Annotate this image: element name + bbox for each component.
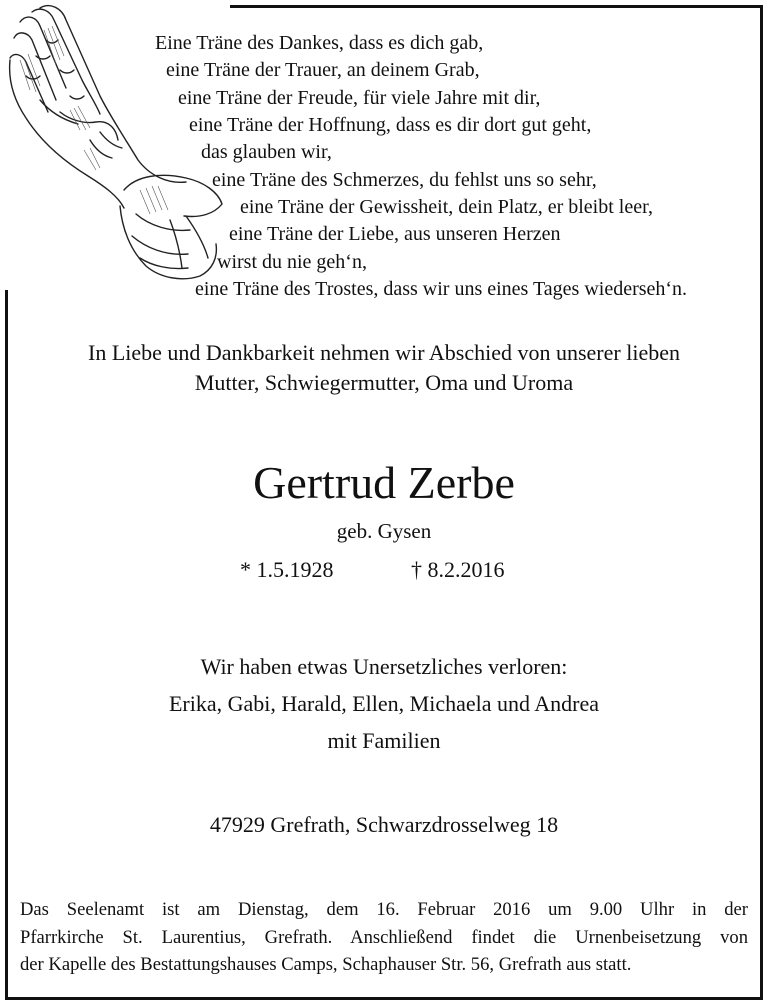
poem-line: eine Träne des Schmerzes, du fehlst uns so sehr, (212, 169, 597, 191)
poem-line: Eine Träne des Dankes, dass es dich gab, (155, 32, 484, 54)
service-line: Das Seelenamt ist am Dienstag, dem 16. Februar 2016 um 9.00 Ulhr in der (20, 899, 748, 920)
service-line: Pfarrkirche St. Laurentius, Grefrath. Anschließend findet die Urnenbeisetzung von (20, 926, 748, 948)
mourners (0, 648, 768, 759)
poem-line: wirst du nie geh‘n, (217, 251, 367, 273)
poem-line: eine Träne der Trauer, an deinem Grab, (166, 59, 480, 81)
mourners-line: Wir haben etwas Unersetzliches verloren: (200, 654, 568, 679)
poem-line: eine Träne der Gewissheit, dein Platz, er bleibt leer, (240, 196, 653, 218)
poem-line: eine Träne der Liebe, aus unseren Herzen (229, 223, 561, 245)
intro-line: In Liebe und Dankbarkeit nehmen wir Abschied von unserer lieben (88, 340, 680, 365)
poem-line: das glauben wir, (201, 141, 332, 163)
service-line: der Kapelle des Bestattungshauses Camps, Schaphauser Str. 56, Grefrath aus statt. (20, 954, 632, 975)
mourners-line: Erika, Gabi, Harald, Ellen, Michaela und Andrea (168, 691, 600, 716)
intro-line: Mutter, Schwiegermutter, Oma und Uroma (194, 370, 574, 395)
birth-date: * 1.5.1928 (240, 557, 334, 582)
poem-line: eine Träne der Freude, für viele Jahre mit dir, (178, 87, 541, 109)
poem-line: eine Träne der Hoffnung, dass es dir dort gut geht, (189, 114, 592, 136)
intro-text (0, 338, 768, 398)
address: 47929 Grefrath, Schwarzdrosselweg 18 (209, 812, 559, 837)
poem-line: eine Träne des Trostes, dass wir uns eines Tages wiederseh‘n. (195, 278, 688, 300)
service-notice (20, 896, 748, 979)
mourners-line: mit Familien (327, 728, 441, 753)
deceased-name: Gertrud Zerbe (253, 457, 515, 508)
death-date: † 8.2.2016 (411, 557, 505, 582)
maiden-name: geb. Gysen (336, 519, 432, 543)
